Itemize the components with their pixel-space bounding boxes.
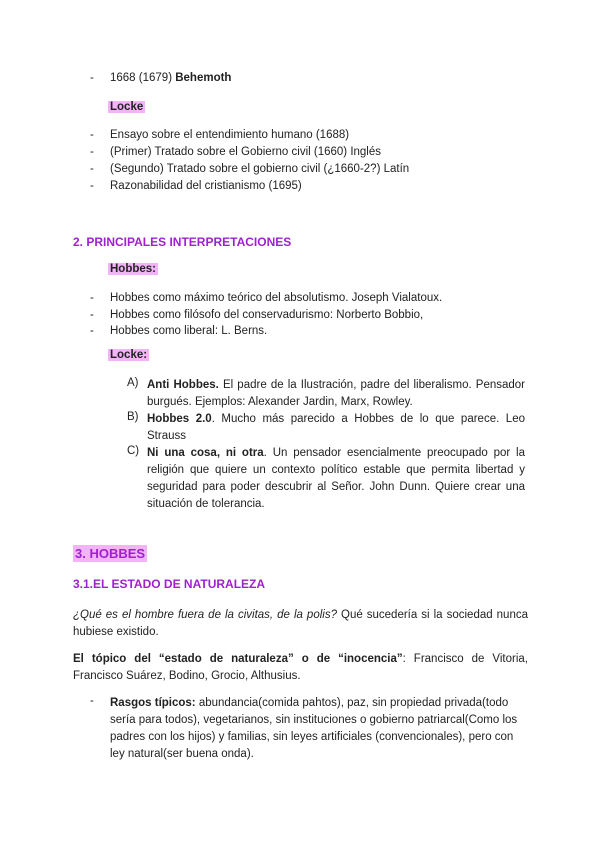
section-2-title: 2. PRINCIPALES INTERPRETACIONES	[73, 235, 292, 249]
hobbes-interp-3: Hobbes como liberal: L. Berns.	[110, 325, 268, 337]
locke-interp-b: Hobbes 2.0. Mucho más parecido a Hobbes de lo que parece. Leo Strauss	[147, 413, 525, 442]
section-3-1-title: 3.1.EL ESTADO DE NATURALEZA	[73, 577, 266, 591]
enum-marker-b: B)	[127, 411, 139, 423]
list-dash: -	[90, 180, 94, 192]
question-paragraph: ¿Qué es el hombre fuera de la civitas, de la polis? Qué sucedería si la sociedad nunca hubiese existido.	[73, 609, 528, 638]
rasgos-paragraph: Rasgos típicos: abundancia(comida pahtos), paz, sin propiedad privada(todo sería para todos), vegetarianos, sin instituciones o gobierno patriarcal(Como los padres con los hijos) y familias, sin leyes artificiales (convencionales), pero con ley natural(ser buena onda).	[110, 697, 518, 760]
locke-heading: Locke	[110, 101, 144, 113]
locke-interp-c: Ni una cosa, ni otra. Un pensador esencialmente preocupado por la religión que quiere un contexto político estable que permita libertad y seguridad para poder descubrir al Señor. John Dunn. Quiere crear una situación de tolerancia.	[147, 447, 526, 510]
list-dash: -	[90, 292, 94, 304]
list-dash: -	[90, 325, 94, 337]
locke-work-1: Ensayo sobre el entendimiento humano (1688)	[110, 129, 350, 141]
list-dash: -	[90, 146, 94, 158]
section-3-title: 3. HOBBES	[75, 546, 146, 561]
list-dash: -	[90, 163, 94, 175]
hobbes-label: Hobbes:	[110, 263, 156, 275]
hobbes-interp-1: Hobbes como máximo teórico del absolutismo. Joseph Vialatoux.	[110, 292, 443, 304]
list-dash: -	[90, 72, 94, 84]
locke-label: Locke:	[110, 349, 148, 361]
work-behemoth: 1668 (1679) Behemoth	[110, 72, 232, 84]
list-dash: -	[90, 695, 94, 707]
hobbes-interp-2: Hobbes como filósofo del conservadurismo: Norberto Bobbio,	[110, 309, 424, 321]
list-dash: -	[90, 309, 94, 321]
locke-work-4: Razonabilidad del cristianismo (1695)	[110, 180, 302, 192]
locke-interp-a: Anti Hobbes. El padre de la Ilustración, padre del liberalismo. Pensador burgués. Ejemplos: Alexander Jardin, Marx, Rowley.	[147, 379, 526, 408]
enum-marker-a: A)	[127, 377, 139, 389]
locke-work-2: (Primer) Tratado sobre el Gobierno civil (1660) Inglés	[110, 146, 382, 158]
enum-marker-c: C)	[127, 445, 140, 457]
list-dash: -	[90, 129, 94, 141]
topic-paragraph: El tópico del “estado de naturaleza” o de “inocencia”: Francisco de Vitoria, Francisco Suárez, Bodino, Grocio, Althusius.	[73, 653, 528, 682]
locke-work-3: (Segundo) Tratado sobre el gobierno civil (¿1660-2?) Latín	[110, 163, 410, 175]
